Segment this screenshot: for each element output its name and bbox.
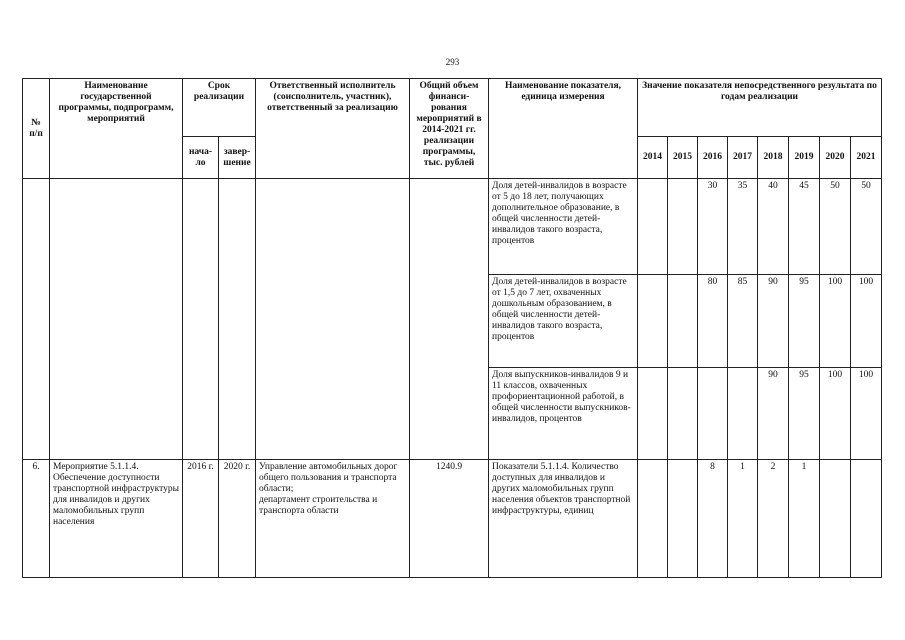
total-volume: 1240.9: [410, 460, 489, 578]
value-cell: [698, 368, 728, 460]
year-header: 2018: [758, 137, 789, 179]
value-cell: [638, 368, 668, 460]
value-cell: [638, 275, 668, 368]
value-cell: 40: [758, 179, 789, 275]
header-term: Срок реализации: [183, 79, 256, 137]
value-cell: 95: [789, 275, 820, 368]
header-term-start: нача-ло: [183, 137, 219, 179]
program-table: [22, 78, 882, 578]
cell-name-empty: [50, 179, 183, 460]
indicator-cell: Показатели 5.1.1.4. Количество доступных для инвалидов и других маломобильных групп населения объектов транспортной инфраструктуры, единиц: [489, 460, 638, 578]
value-cell: 8: [698, 460, 728, 578]
year-header: 2020: [820, 137, 851, 179]
value-cell: 100: [820, 275, 851, 368]
header-name: Наименование государственной программы, подпрограмм, мероприятий: [50, 79, 183, 179]
cell-end-empty: [219, 179, 256, 460]
value-cell: [638, 179, 668, 275]
indicator-cell: Доля детей-инвалидов в возрасте от 5 до 18 лет, получающих дополнительное образование, в общей численности детей-инвалидов такого возраста, процентов: [489, 179, 638, 275]
year-header: 2019: [789, 137, 820, 179]
term-end: 2020 г.: [219, 460, 256, 578]
executor-line: Управление автомобильных дорог общего пользования и транспорта области;: [259, 462, 398, 494]
indicator-cell: Доля детей-инвалидов в возрасте от 1,5 до 7 лет, охваченных дошкольным образованием, в общей численности детей-инвалидов такого возраста, процентов: [489, 275, 638, 368]
year-header: 2014: [638, 137, 668, 179]
value-cell: [851, 460, 882, 578]
value-cell: [668, 275, 698, 368]
year-header: 2017: [728, 137, 758, 179]
value-cell: 2: [758, 460, 789, 578]
year-header: 2021: [851, 137, 882, 179]
header-values-group: Значение показателя непосредственного результата по годам реализации: [638, 79, 882, 137]
value-cell: 50: [820, 179, 851, 275]
header-num: № п/п: [23, 79, 50, 179]
value-cell: 100: [820, 368, 851, 460]
header-row-1: [23, 79, 882, 137]
year-header: 2016: [698, 137, 728, 179]
header-total-volume: Общий объем финанси-рования мероприятий в 2014-2021 гг. реализации программы, тыс. рублей: [410, 79, 489, 179]
cell-start-empty: [183, 179, 219, 460]
table-row: [23, 179, 882, 275]
header-indicator: Наименование показателя, единица измерения: [489, 79, 638, 179]
value-cell: [728, 368, 758, 460]
value-cell: [668, 179, 698, 275]
value-cell: [638, 460, 668, 578]
table-row: [23, 460, 882, 578]
indicator-cell: Доля выпускников-инвалидов 9 и 11 классов, охваченных профориентационной работой, в общей численности выпускников-инвалидов, процентов: [489, 368, 638, 460]
header-executor: Ответственный исполнитель (соисполнитель, участник), ответственный за реализацию: [256, 79, 410, 179]
row-number: 6.: [23, 460, 50, 578]
measure-name: Мероприятие 5.1.1.4. Обеспечение доступности транспортной инфраструктуры для инвалидов и других маломобильных групп населения: [50, 460, 183, 578]
value-cell: 45: [789, 179, 820, 275]
value-cell: 50: [851, 179, 882, 275]
page-number: 293: [445, 57, 460, 67]
executor-line: департамент строительства и транспорта области: [259, 495, 378, 516]
value-cell: 1: [789, 460, 820, 578]
value-cell: 95: [789, 368, 820, 460]
cell-total-empty: [410, 179, 489, 460]
value-cell: 90: [758, 368, 789, 460]
value-cell: 90: [758, 275, 789, 368]
term-start: 2016 г.: [183, 460, 219, 578]
value-cell: 1: [728, 460, 758, 578]
value-cell: 100: [851, 275, 882, 368]
value-cell: [668, 460, 698, 578]
value-cell: 30: [698, 179, 728, 275]
value-cell: [820, 460, 851, 578]
cell-executor-empty: [256, 179, 410, 460]
value-cell: 80: [698, 275, 728, 368]
header-term-end: завер-шение: [219, 137, 256, 179]
executor-cell: [256, 460, 410, 578]
cell-num-empty: [23, 179, 50, 460]
value-cell: 35: [728, 179, 758, 275]
value-cell: 85: [728, 275, 758, 368]
value-cell: [668, 368, 698, 460]
value-cell: 100: [851, 368, 882, 460]
year-header: 2015: [668, 137, 698, 179]
